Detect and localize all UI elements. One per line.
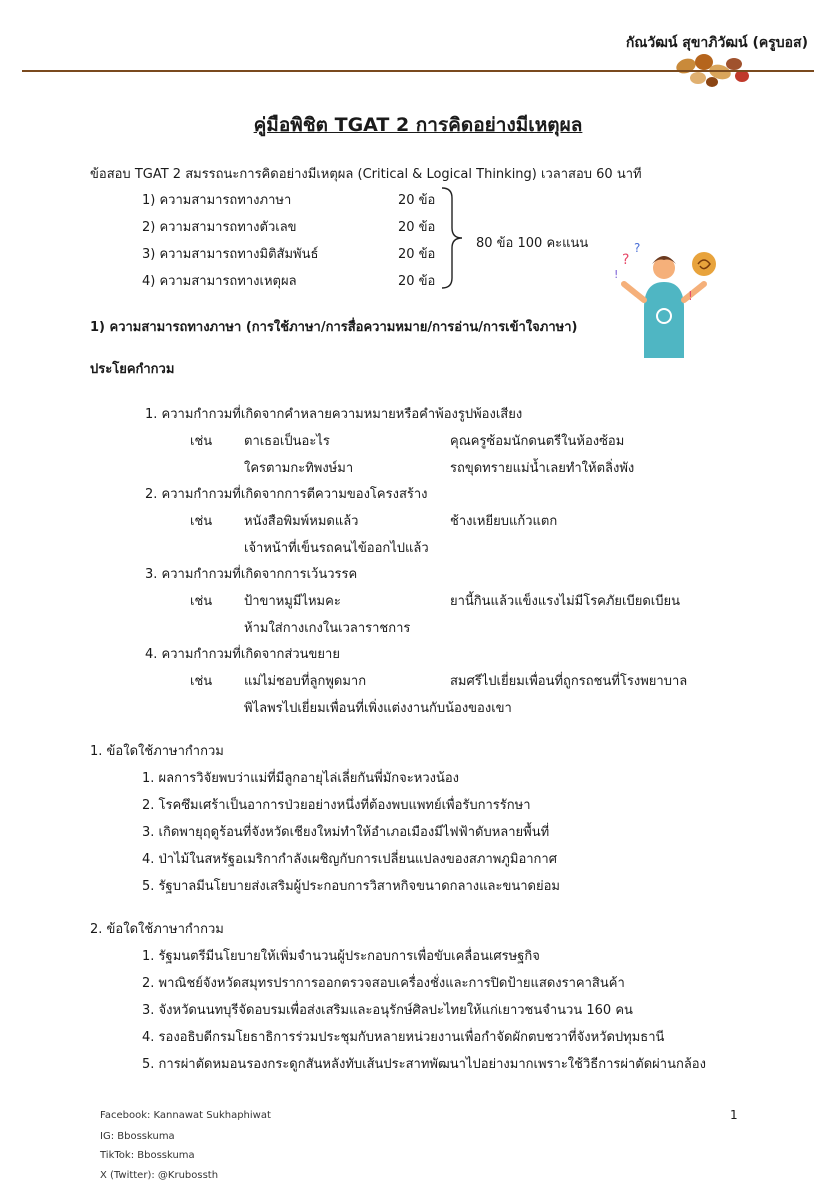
answer-choice: 3. เกิดพายุฤดูร้อนที่จังหวัดเชียงใหม่ทำให้อำเภอเมืองมีไฟฟ้าดับหลายพื้นที่: [142, 825, 550, 840]
example-label: เช่น: [190, 434, 213, 449]
answer-choice: 4. รองอธิบดีกรมโยธาธิการร่วมประชุมกับหลายหน่วยงานเพื่อกำจัดผักตบชวาที่จังหวัดปทุมธานี: [142, 1030, 665, 1045]
example-sentence: ยานี้กินแล้วแข็งแรงไม่มีโรคภัยเบียดเบียน: [450, 594, 681, 609]
example-sentence: แม่ไม่ชอบที่ลูกพูดมาก: [244, 674, 367, 689]
example-label: เช่น: [190, 594, 213, 609]
example-sentence: ช้างเหยียบแก้วแตก: [450, 514, 558, 529]
part1-heading: 1) ความสามารถทางภาษา (การใช้ภาษา/การสื่อความหมาย/การอ่าน/การเข้าใจภาษา): [90, 320, 578, 335]
svg-text:?: ?: [634, 241, 641, 255]
svg-text:?: ?: [622, 252, 630, 268]
answer-choice: 2. พาณิชย์จังหวัดสมุทรปราการออกตรวจสอบเครื่องชั่งและการปิดป้ายแสดงราคาสินค้า: [142, 976, 625, 991]
page-number: 1: [730, 1108, 738, 1122]
subheading: ประโยคกำกวม: [90, 362, 175, 377]
footer-twitter: X (Twitter): @Krubossth: [100, 1170, 219, 1181]
example-sentence: พิไลพรไปเยี่ยมเพื่อนที่เพิ่งแต่งงานกับน้องของเขา: [244, 701, 512, 716]
example-sentence: รถขุดทรายแม่น้ำเลยทำให้ตลิ่งพัง: [450, 461, 635, 476]
example-sentence: สมศรีไปเยี่ยมเพื่อนที่ถูกรถชนที่โรงพยาบาล: [450, 674, 688, 689]
example-sentence: ห้ามใส่กางเกงในเวลาราชการ: [244, 621, 411, 636]
section-count: 20 ข้อ: [398, 220, 436, 235]
answer-choice: 1. รัฐมนตรีมีนโยบายให้เพิ่มจำนวนผู้ประกอบการเพื่อขับเคลื่อนเศรษฐกิจ: [142, 949, 540, 964]
example-sentence: ใครตามกะทิพงษ์มา: [244, 461, 354, 476]
example-sentence: ป้าขาหมูมีไหมคะ: [244, 594, 341, 609]
example-label: เช่น: [190, 674, 213, 689]
answer-choice: 3. จังหวัดนนทบุรีจัดอบรมเพื่อส่งเสริมและอนุรักษ์ศิลปะไทยให้แก่เยาวชนจำนวน 160 คน: [142, 1003, 633, 1018]
confused-person-illustration: [608, 238, 720, 362]
example-sentence: หนังสือพิมพ์หมดแล้ว: [244, 514, 359, 529]
section-count: 20 ข้อ: [398, 247, 436, 262]
ambiguity-type-title: 1. ความกำกวมที่เกิดจากคำหลายความหมายหรือคำพ้องรูปพ้องเสียง: [145, 407, 523, 422]
question-stem: 1. ข้อใดใช้ภาษากำกวม: [90, 744, 224, 759]
example-sentence: คุณครูซ้อมนักดนตรีในห้องซ้อม: [450, 434, 625, 449]
answer-choice: 5. การผ่าตัดหมอนรองกระดูกสันหลังทับเส้นประสาทพัฒนาไปอย่างมากเพราะใช้วิธีการผ่าตัดผ่านกล้อง: [142, 1057, 706, 1072]
footer-tiktok: TikTok: Bbosskuma: [100, 1150, 195, 1161]
section-count: 20 ข้อ: [398, 274, 436, 289]
section-count: 20 ข้อ: [398, 193, 436, 208]
answer-choice: 5. รัฐบาลมีนโยบายส่งเสริมผู้ประกอบการวิสาหกิจขนาดกลางและขนาดย่อม: [142, 879, 560, 894]
ambiguity-type-title: 3. ความกำกวมที่เกิดจากการเว้นวรรค: [145, 567, 358, 582]
footer-instagram: IG: Bbosskuma: [100, 1131, 175, 1142]
question-stem: 2. ข้อใดใช้ภาษากำกวม: [90, 922, 224, 937]
ambiguity-type-title: 4. ความกำกวมที่เกิดจากส่วนขยาย: [145, 647, 340, 662]
section-name: 4) ความสามารถทางเหตุผล: [142, 274, 297, 289]
answer-choice: 2. โรคซึมเศร้าเป็นอาการป่วยอย่างหนึ่งที่ต้องพบแพทย์เพื่อรับการรักษา: [142, 798, 531, 813]
author-name: กัณวัฒน์ สุขาภิวัฒน์ (ครูบอส): [625, 35, 808, 51]
right-brace-icon: [440, 186, 466, 290]
example-label: เช่น: [190, 514, 213, 529]
ambiguity-type-title: 2. ความกำกวมที่เกิดจากการตีความของโครงสร้าง: [145, 487, 428, 502]
answer-choice: 4. ป่าไม้ในสหรัฐอเมริกากำลังเผชิญกับการเปลี่ยนแปลงของสภาพภูมิอากาศ: [142, 852, 557, 867]
header-rule: [22, 70, 814, 72]
svg-text:!: !: [614, 268, 619, 281]
total-score: 80 ข้อ 100 คะแนน: [476, 236, 589, 251]
intro-text: ข้อสอบ TGAT 2 สมรรถนะการคิดอย่างมีเหตุผล (Critical & Logical Thinking) เวลาสอบ 60 นาที: [90, 167, 642, 182]
example-sentence: ตาเธอเป็นอะไร: [244, 434, 330, 449]
section-name: 1) ความสามารถทางภาษา: [142, 193, 292, 208]
answer-choice: 1. ผลการวิจัยพบว่าแม่ที่มีลูกอายุไล่เลี่ยกันพี่มักจะหวงน้อง: [142, 771, 460, 786]
section-name: 3) ความสามารถทางมิติสัมพันธ์: [142, 247, 319, 262]
footer-facebook: Facebook: Kannawat Sukhaphiwat: [100, 1110, 271, 1121]
section-name: 2) ความสามารถทางตัวเลข: [142, 220, 297, 235]
document-title: คู่มือพิชิต TGAT 2 การคิดอย่างมีเหตุผล: [253, 114, 583, 136]
example-sentence: เจ้าหน้าที่เข็นรถคนไข้ออกไปแล้ว: [244, 541, 429, 556]
svg-text:!: !: [688, 289, 693, 303]
